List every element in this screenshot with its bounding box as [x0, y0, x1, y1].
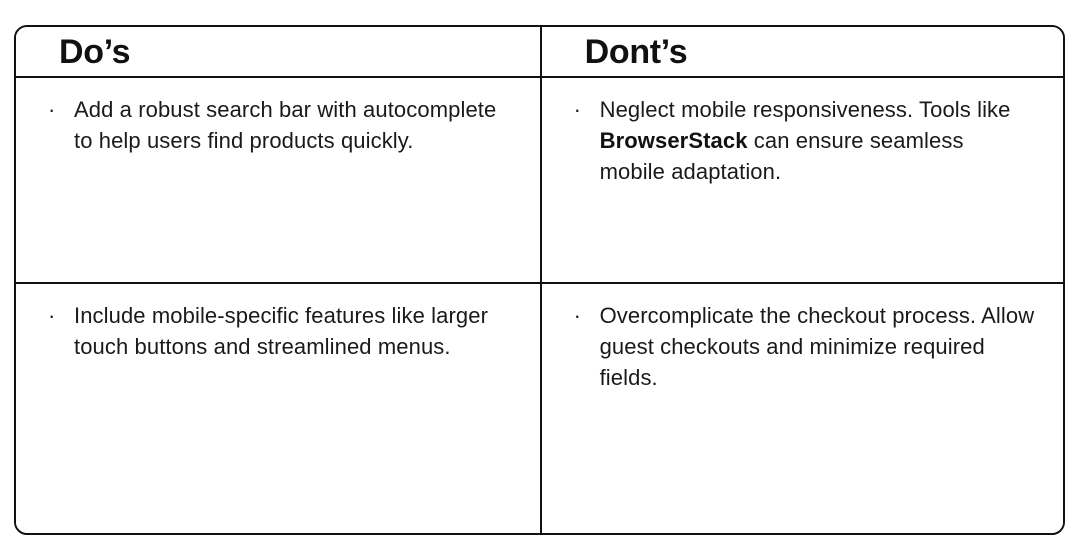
bullet-icon: ·	[48, 303, 56, 328]
dos-header-label: Do’s	[59, 33, 131, 71]
donts-header-label: Dont’s	[584, 33, 688, 71]
donts-item-1-text	[600, 94, 1035, 187]
dos-cell-1	[16, 78, 542, 284]
donts-cell-1	[542, 78, 1063, 284]
bullet-icon: ·	[573, 97, 581, 122]
donts-item-1-bold: BrowserStack	[599, 128, 748, 153]
bullet-icon: ·	[573, 303, 581, 328]
donts-item-1-post: can ensure seamless mobile adaptation.	[599, 128, 964, 184]
dos-item-1-text: Add a robust search bar with autocomplete to help users find products quickly.	[74, 97, 497, 153]
dos-donts-table	[14, 25, 1065, 535]
list-item	[38, 94, 512, 156]
list-item	[564, 300, 1035, 393]
list-item	[38, 300, 512, 362]
donts-item-2-text: Overcomplicate the checkout process. Allow guest checkouts and minimize required fields.	[599, 303, 1035, 390]
dos-cell-2	[16, 284, 542, 533]
donts-item-1-pre: Neglect mobile responsiveness. Tools like	[599, 97, 1011, 122]
donts-cell-2	[542, 284, 1063, 533]
dos-header-cell	[16, 27, 542, 78]
bullet-icon: ·	[48, 97, 56, 122]
list-item	[564, 94, 1035, 187]
donts-header-cell	[542, 27, 1063, 78]
dos-item-2-text: Include mobile-specific features like larger touch buttons and streamlined menus.	[74, 303, 489, 359]
